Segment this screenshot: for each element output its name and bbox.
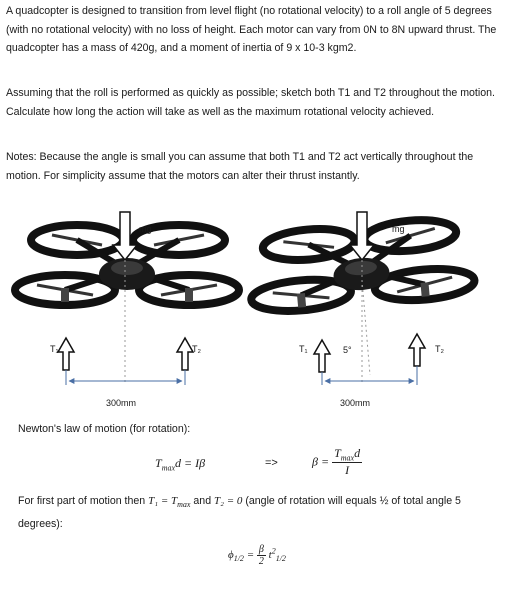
right-span-label: 300mm (340, 398, 371, 408)
right-angle-label: 5° (343, 345, 352, 355)
right-t2-label: T₂ (435, 344, 444, 354)
left-t1-label: T₁ (50, 344, 59, 354)
right-t1-arrow (314, 340, 330, 372)
left-span-label: 300mm (106, 398, 137, 408)
left-mg-label: mg (139, 224, 152, 234)
phi-equation: $\phi_{1/2}$ = $\frac{\beta}{2}$ $t^2_{1/2}$ (228, 544, 286, 567)
beta-equation: β = $\frac{T_{max}d}{I}$ (312, 446, 361, 478)
quadcopter-figure (0, 200, 506, 415)
problem-paragraph-2: Assuming that the roll is performed as quickly as possible; sketch both T1 and T2 throughout the motion. Calculate how long the action will take as well as the maximum rotational velocity achieved. (6, 87, 495, 118)
left-quadcopter (15, 212, 239, 385)
right-t1-label: T₁ (299, 344, 308, 354)
left-t2-arrow (177, 338, 193, 370)
problem-paragraph-3: Notes: Because the angle is small you can assume that both T1 and T2 act vertically throughout the motion. For simplicity assume that the motors can alter their thrust instantly. (6, 151, 474, 182)
left-t2-label: T₂ (192, 344, 201, 354)
newton-law-line: Newton's law of motion (for rotation): (18, 423, 191, 435)
torque-equation: $T_{max}d = I\beta$ (155, 456, 206, 473)
right-mg-label: mg (392, 224, 405, 234)
left-t1-arrow (58, 338, 74, 370)
right-quadcopter (246, 212, 476, 385)
implies-arrow: => (265, 457, 278, 469)
problem-paragraph-1: A quadcopter is designed to transition from level flight (no rotational velocity) to a roll angle of 5 degrees (with no rotational velocity) with no loss of height. Each motor can vary from 0N to 8N upward thrust. The quadcopter has a mass of 420g, and a moment of inertia of 9 x 10-3 kgm2. (6, 5, 497, 54)
right-t2-arrow (409, 334, 425, 366)
first-part-text: For first part of motion then $T_1 = T_{max}$ and T₂ = 0 (angle of rotation will equals ½ of total angle 5 degrees): (18, 495, 461, 530)
